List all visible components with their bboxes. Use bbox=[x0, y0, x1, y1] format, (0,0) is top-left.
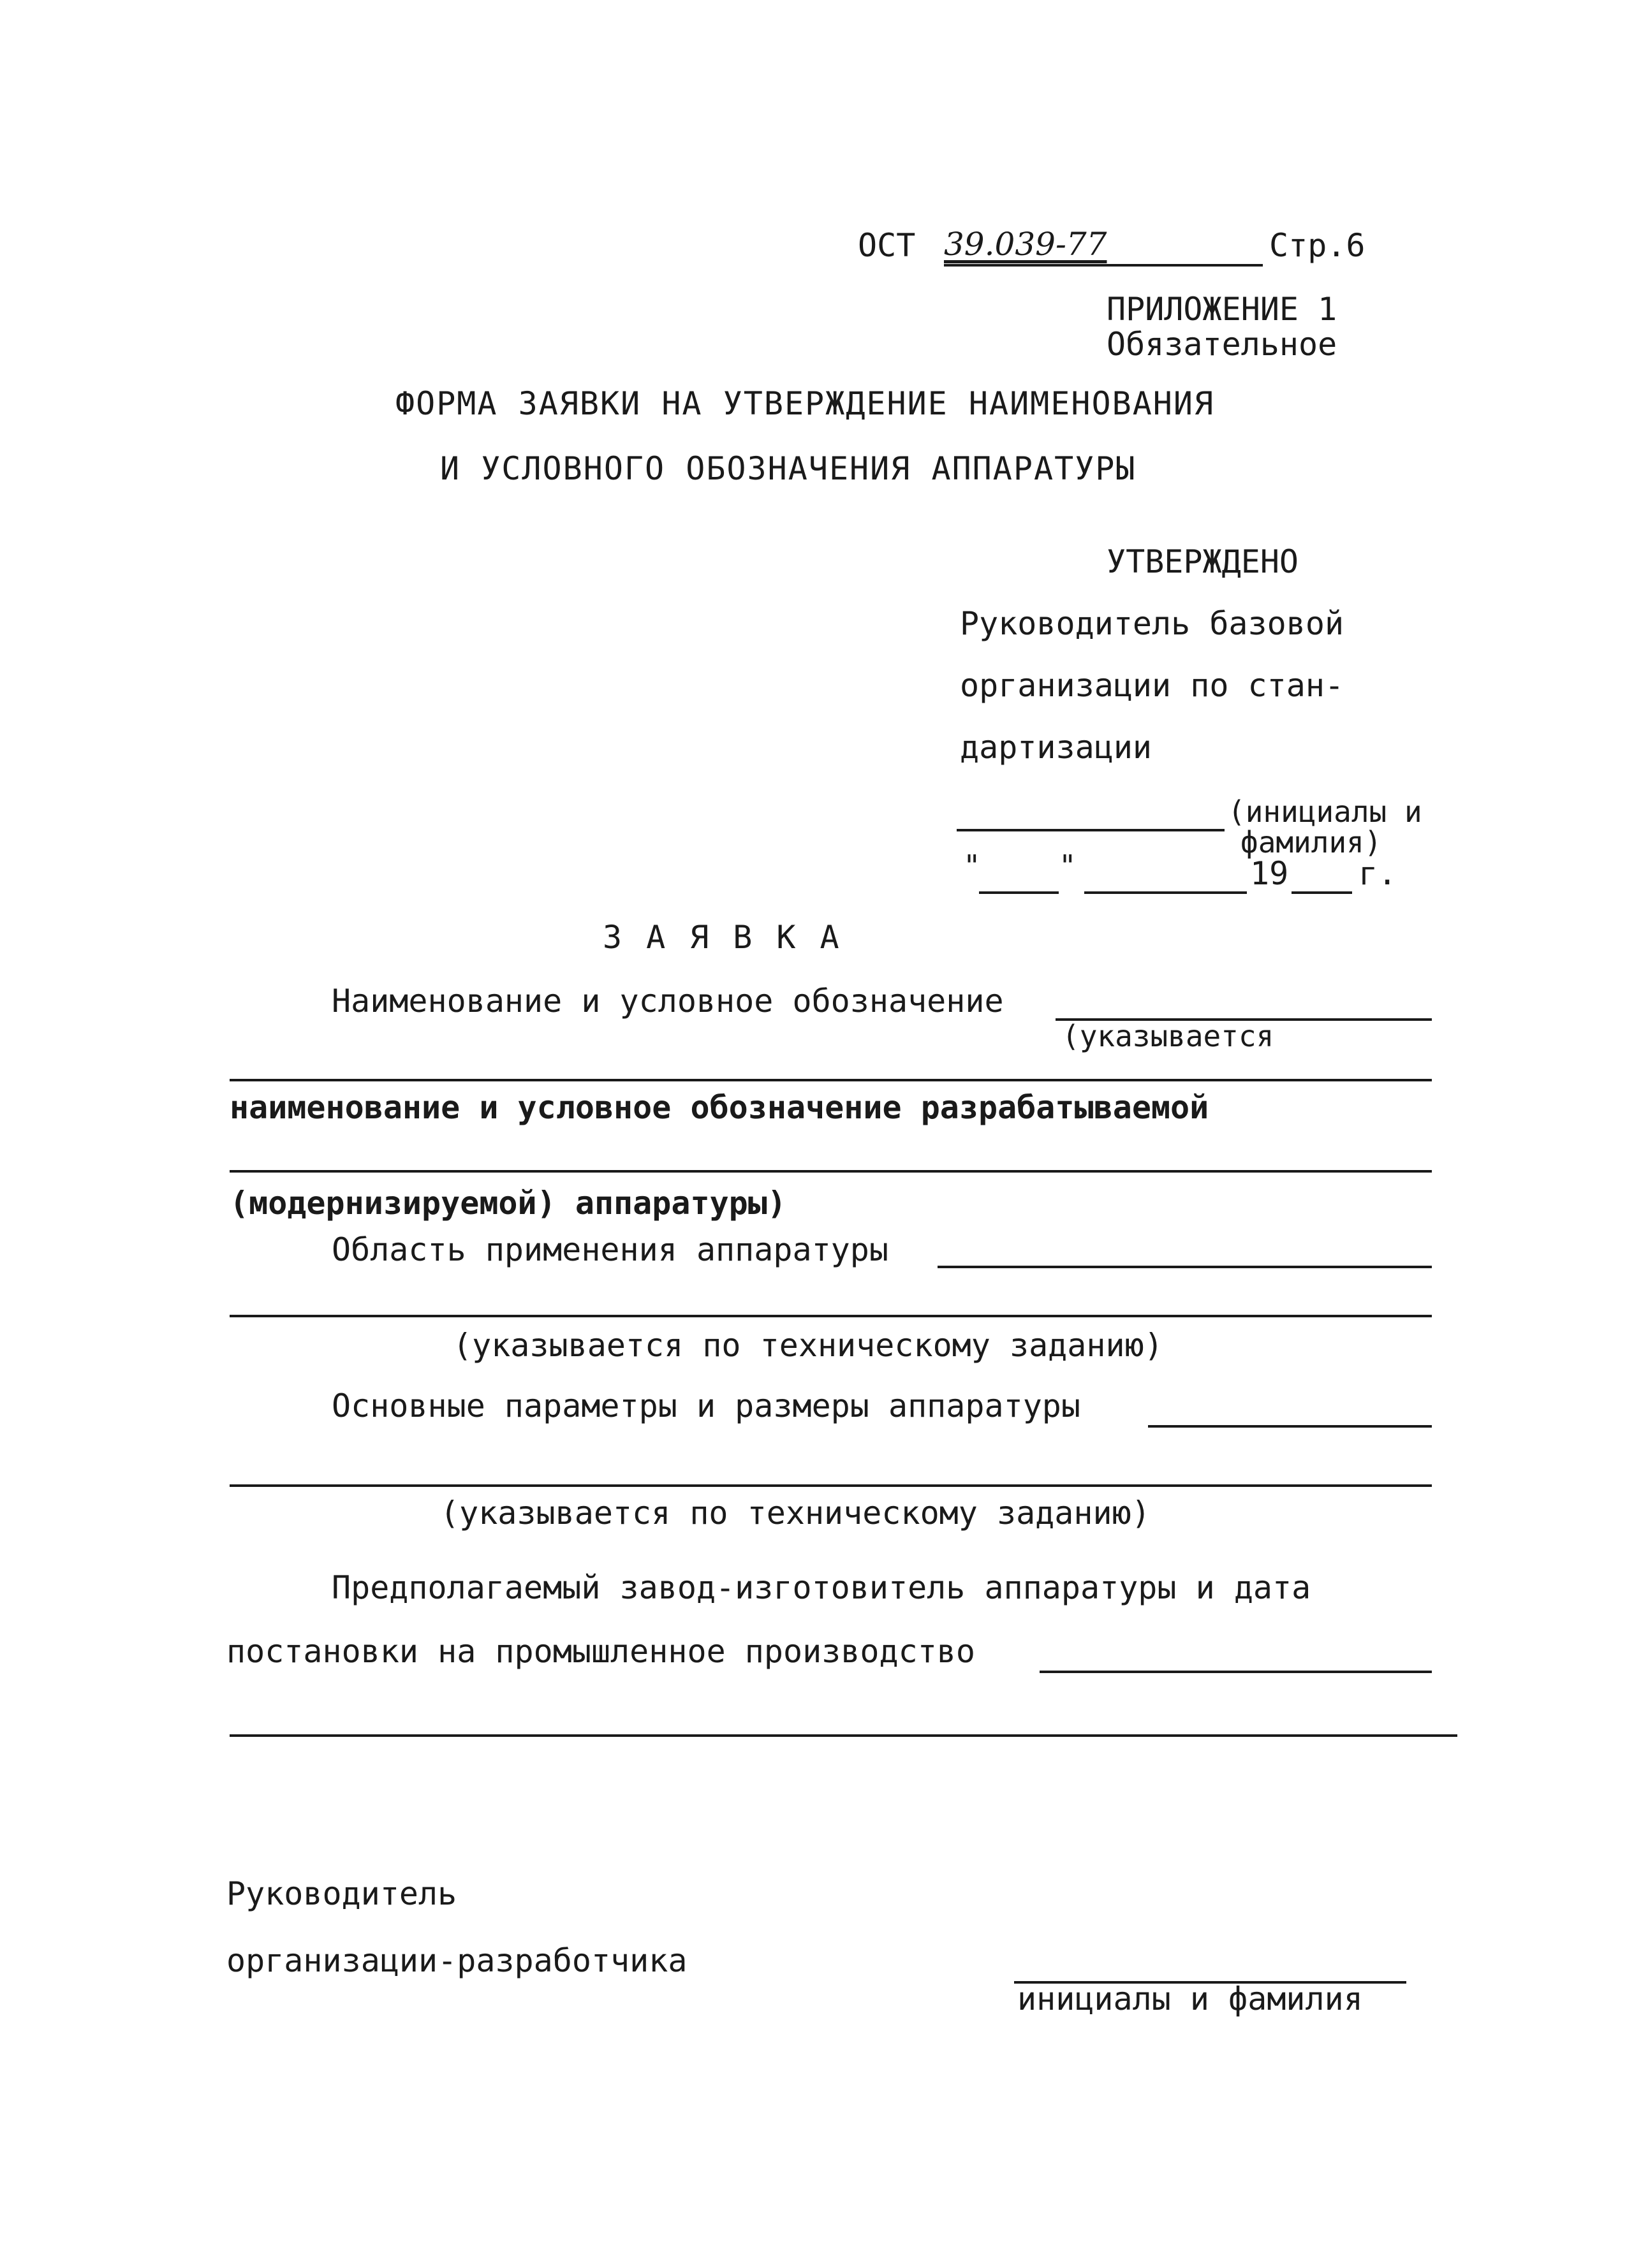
date-year-prefix: 19 bbox=[1250, 855, 1289, 892]
scope-hint: (указывается по техническому заданию) bbox=[453, 1327, 1163, 1364]
date-quote-close: " bbox=[1059, 849, 1077, 883]
approval-role-line1: Руководитель базовой bbox=[960, 605, 1344, 642]
date-year-line bbox=[1292, 891, 1352, 894]
date-month-line bbox=[1084, 891, 1247, 894]
name-hint-2: наименование и условное обозначение разрабатываемой bbox=[230, 1089, 1209, 1126]
date-quote-open: " bbox=[963, 849, 981, 883]
approval-role-line3: дартизации bbox=[960, 729, 1152, 766]
signer-line2: организации-разработчика bbox=[226, 1942, 688, 1979]
form-title-line1: ФОРМА ЗАЯВКИ НА УТВЕРЖДЕНИЕ НАИМЕНОВАНИЯ bbox=[395, 385, 1215, 422]
factory-label-2: постановки на промышленное производство bbox=[226, 1633, 975, 1670]
approval-signature-hint-1: (инициалы и bbox=[1228, 794, 1422, 829]
scope-label: Область применения аппаратуры bbox=[332, 1231, 888, 1268]
factory-input-line-1 bbox=[1040, 1671, 1432, 1673]
params-input-line-2 bbox=[230, 1484, 1432, 1487]
name-hint-1: (указывается bbox=[1062, 1019, 1274, 1053]
name-input-line-3 bbox=[230, 1170, 1432, 1173]
doc-number: 39.039-77 bbox=[944, 226, 1107, 263]
factory-label-1: Предполагаемый завод-изготовитель аппаратуры и дата bbox=[332, 1569, 1311, 1606]
signer-line1: Руководитель bbox=[226, 1875, 457, 1912]
doc-code: ОСТ bbox=[858, 227, 916, 264]
approval-signature-line bbox=[957, 829, 1225, 831]
name-label: Наименование и условное обозначение bbox=[332, 983, 1004, 1020]
appendix-title: ПРИЛОЖЕНИЕ 1 bbox=[1107, 291, 1337, 328]
approval-role-line2: организации по стан- bbox=[960, 667, 1344, 704]
scope-input-line-2 bbox=[230, 1315, 1432, 1317]
name-hint-3: (модернизируемой) аппаратуры) bbox=[230, 1185, 786, 1222]
page-label: Стр.6 bbox=[1269, 227, 1365, 264]
factory-input-line-2 bbox=[230, 1734, 1457, 1737]
application-heading: ЗАЯВКА bbox=[603, 919, 864, 956]
params-label: Основные параметры и размеры аппаратуры bbox=[332, 1387, 1080, 1424]
appendix-status: Обязательное bbox=[1107, 326, 1337, 363]
date-day-line bbox=[979, 891, 1059, 894]
scope-input-line-1 bbox=[938, 1266, 1432, 1268]
doc-number-underline bbox=[944, 264, 1263, 267]
date-year-suffix: г. bbox=[1358, 855, 1397, 892]
name-input-line-2 bbox=[230, 1079, 1432, 1081]
params-input-line-1 bbox=[1148, 1425, 1432, 1428]
signer-signature-hint: инициалы и фамилия bbox=[1017, 1980, 1363, 2017]
approval-signature-hint-2: фамилия) bbox=[1240, 825, 1382, 860]
params-hint: (указывается по техническому заданию) bbox=[440, 1495, 1151, 1532]
approval-heading: УТВЕРЖДЕНО bbox=[1107, 543, 1299, 580]
form-title-line2: И УСЛОВНОГО ОБОЗНАЧЕНИЯ АППАРАТУРЫ bbox=[440, 450, 1137, 487]
